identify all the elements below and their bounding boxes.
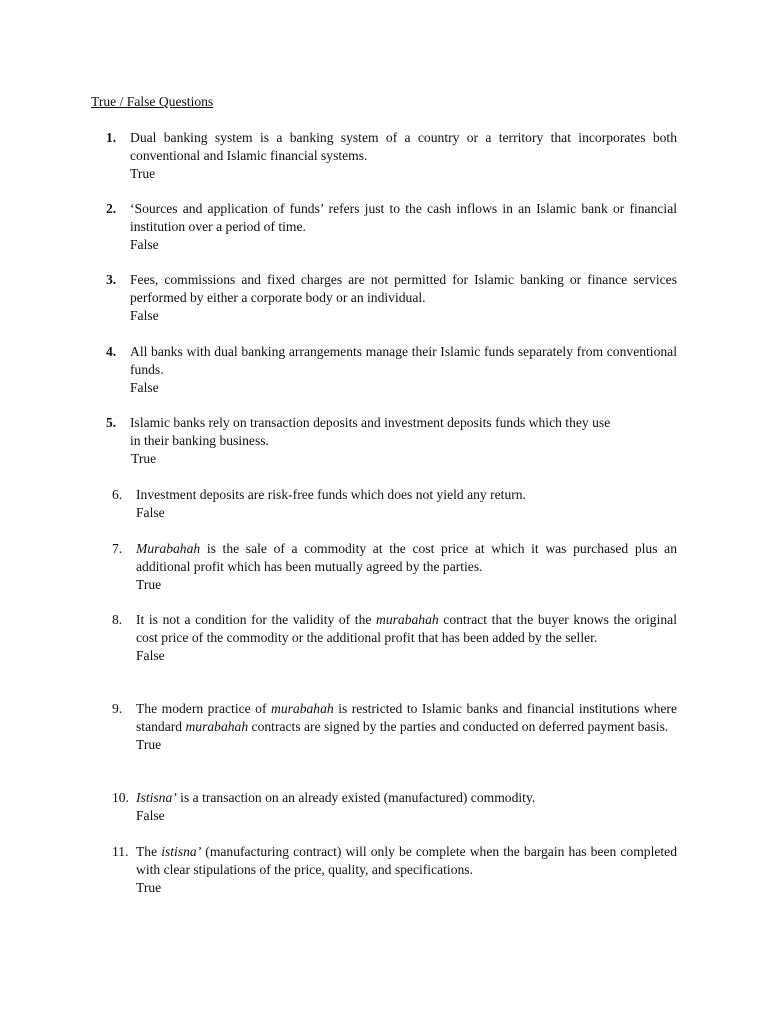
question-5: [106, 414, 677, 468]
question-answer: True: [130, 166, 156, 181]
question-2: [106, 200, 677, 254]
question-number: 10.: [112, 790, 129, 805]
question-text-part: (manufacturing contract) will only be complete when the bargain has been completed with clear stipulations of the price, quality, and specifications.: [136, 844, 677, 877]
question-answer: False: [136, 505, 165, 520]
question-11: [112, 843, 677, 897]
question-number: 11.: [112, 844, 129, 859]
question-text: All banks with dual banking arrangements manage their Islamic funds separately from conventional funds.: [130, 344, 677, 377]
italic-term: murabahah: [376, 612, 439, 627]
question-text: Investment deposits are risk-free funds which does not yield any return.: [136, 487, 526, 502]
question-answer: False: [130, 237, 159, 252]
question-text-part: is a transaction on an already existed (manufactured) commodity.: [176, 790, 536, 805]
question-text: [136, 700, 677, 736]
question-text-part: contracts are signed by the parties and conducted on deferred payment basis.: [248, 719, 669, 734]
question-text-part: It is not a condition for the validity of the: [136, 612, 377, 627]
question-9: [112, 700, 677, 754]
question-answer: False: [136, 648, 165, 663]
question-answer: False: [130, 380, 159, 395]
question-6: [112, 486, 677, 522]
question-10: [112, 789, 677, 825]
italic-term: Istisna’: [136, 790, 177, 805]
question-text: ‘Sources and application of funds’ refers just to the cash inflows in an Islamic bank or financial institution over a period of time.: [130, 201, 677, 234]
question-text-line: Islamic banks rely on transaction deposits and investment deposits funds which they use: [130, 415, 611, 430]
question-text-part: The modern practice of: [136, 701, 272, 716]
question-answer: True: [136, 737, 162, 752]
question-answer: True: [136, 880, 162, 895]
question-number: 7.: [112, 541, 123, 556]
question-answer: False: [130, 308, 159, 323]
question-answer: True: [131, 451, 157, 466]
question-text-part: is restricted to Islamic banks and financial institutions where standard: [136, 701, 677, 734]
question-answer: True: [136, 577, 162, 592]
question-number: 1.: [106, 130, 117, 145]
question-number: 6.: [112, 487, 123, 502]
question-1: [106, 129, 677, 183]
italic-term: istisna’: [161, 844, 202, 859]
question-number: 8.: [112, 612, 123, 627]
question-answer: False: [136, 808, 165, 823]
italic-term: murabahah: [185, 719, 249, 734]
question-7: [112, 540, 677, 594]
question-text: [136, 611, 677, 647]
question-number: 9.: [112, 701, 123, 716]
question-text-part: is the sale of a commodity at the cost price at which it was purchased plus an additional profit which has been mutually agreed by the parties.: [136, 541, 677, 574]
question-text: [136, 540, 677, 576]
question-3: [106, 271, 677, 325]
question-text-part: The: [136, 844, 162, 859]
question-text-part: contract that the buyer knows the original cost price of the commodity or the additional profit that has been added by the seller.: [136, 612, 677, 645]
question-text: [136, 789, 677, 807]
question-8: [112, 611, 677, 665]
italic-term: Murabahah: [136, 541, 201, 556]
italic-term: murabahah: [271, 701, 334, 716]
question-number: 5.: [106, 415, 117, 430]
question-text: [130, 414, 677, 450]
question-4: [106, 343, 677, 397]
question-number: 3.: [106, 272, 117, 287]
question-text-line: in their banking business.: [130, 433, 269, 448]
question-number: 4.: [106, 344, 117, 359]
question-number: 2.: [106, 201, 117, 216]
question-text: [136, 843, 677, 879]
page-heading: True / False Questions: [91, 94, 214, 109]
question-text: Dual banking system is a banking system of a country or a territory that incorporates both conventional and Islamic financial systems.: [130, 130, 677, 163]
question-text: Fees, commissions and fixed charges are not permitted for Islamic banking or finance services performed by either a corporate body or an individual.: [130, 272, 677, 305]
